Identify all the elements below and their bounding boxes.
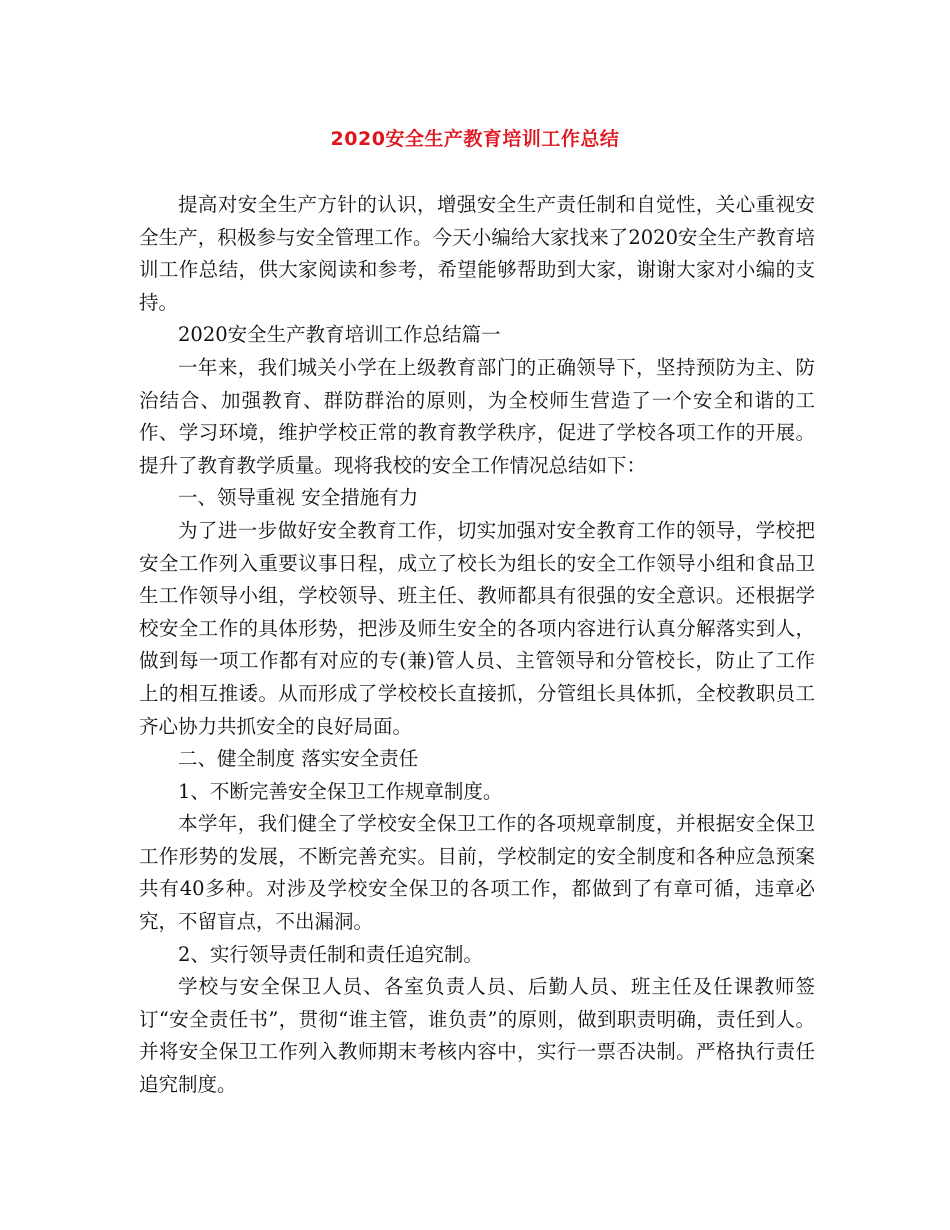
document-title: 2020安全生产教育培训工作总结 xyxy=(330,128,620,150)
document-body xyxy=(139,189,815,1102)
section-heading-leadership: 一、领导重视 安全措施有力 xyxy=(178,486,419,510)
rules-paragraph: 本学年，我们健全了学校安全保卫工作的各项规章制度，并根据安全保卫工作形势的发展，不断完善充实。目前，学校制定的安全制度和各种应急预案共有40多种。对涉及学校安全保卫的各项工作，都做到了有章可循，违章必究，不留盲点，不出漏洞。 xyxy=(139,812,815,934)
section-heading-system: 二、健全制度 落实安全责任 xyxy=(178,747,419,771)
section-heading-part-one: 2020安全生产教育培训工作总结篇一 xyxy=(178,323,501,347)
subheading-rules: 1、不断完善安全保卫工作规章制度。 xyxy=(178,779,503,803)
leadership-paragraph: 为了进一步做好安全教育工作，切实加强对安全教育工作的领导，学校把安全工作列入重要议事日程，成立了校长为组长的安全工作领导小组和食品卫生工作领导小组，学校领导、班主任、教师都具有很强的安全意识。还根据学校安全工作的具体形势，把涉及师生安全的各项内容进行认真分解落实到人，做到每一项工作都有对应的专(兼)管人员、主管领导和分管校长，防止了工作上的相互推诿。从而形成了学校校长直接抓，分管组长具体抓，全校教职员工齐心协力共抓安全的良好局面。 xyxy=(139,518,815,738)
responsibility-paragraph: 学校与安全保卫人员、各室负责人员、后勤人员、班主任及任课教师签订“安全责任书”，贯彻“谁主管，谁负责”的原则，做到职责明确，责任到人。并将安全保卫工作列入教师期末考核内容中，实行一票否决制。严格执行责任追究制度。 xyxy=(139,975,815,1097)
overview-paragraph: 一年来，我们城关小学在上级教育部门的正确领导下，坚持预防为主、防治结合、加强教育、群防群治的原则，为全校师生营造了一个安全和谐的工作、学习环境，维护学校正常的教育教学秩序，促进了学校各项工作的开展。提升了教育教学质量。现将我校的安全工作情况总结如下： xyxy=(139,355,815,477)
intro-paragraph: 提高对安全生产方针的认识，增强安全生产责任制和自觉性，关心重视安全生产，积极参与安全管理工作。今天小编给大家找来了2020安全生产教育培训工作总结，供大家阅读和参考，希望能够帮助到大家，谢谢大家对小编的支持。 xyxy=(139,193,815,314)
subheading-responsibility: 2、实行领导责任制和责任追究制。 xyxy=(178,942,483,966)
